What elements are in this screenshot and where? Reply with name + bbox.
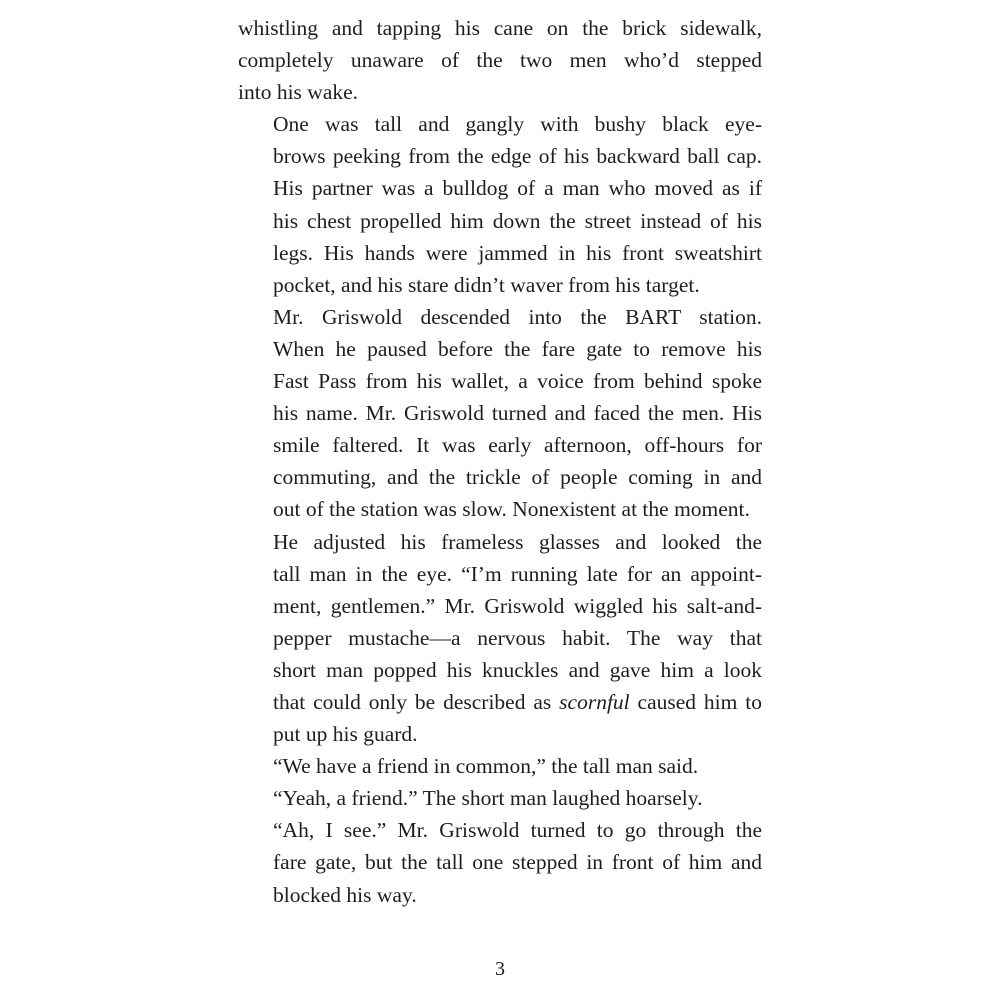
text-line-with-italic: [238, 686, 762, 718]
text-line: brows peeking from the edge of his backward ball cap.: [273, 144, 762, 169]
text-line: tall man in the eye. “I’m running late for an appoint-: [273, 561, 762, 586]
text-line: short man popped his knuckles and gave him a look: [273, 657, 762, 682]
page-number: 3: [495, 958, 505, 980]
italic-word: scornful: [559, 689, 630, 714]
paragraph: [238, 526, 762, 751]
text-line: fare gate, but the tall one stepped in front of him and: [273, 850, 762, 875]
paragraph: [238, 108, 762, 301]
text-line: his name. Mr. Griswold turned and faced the men. His: [273, 401, 762, 426]
text-line: ment, gentlemen.” Mr. Griswold wiggled his salt-and-: [273, 593, 762, 618]
body-text: [238, 12, 762, 911]
text-line: One was tall and gangly with bushy black eye-: [273, 112, 762, 137]
text-line: put up his guard.: [273, 722, 418, 747]
text-line: When he paused before the fare gate to remove his: [273, 336, 762, 361]
text-line: blocked his way.: [273, 882, 417, 907]
paragraph: [238, 814, 762, 910]
text-line: “Ah, I see.” Mr. Griswold turned to go through the: [273, 818, 762, 843]
paragraph: [238, 301, 762, 526]
text-line: pocket, and his stare didn’t waver from his target.: [273, 272, 700, 297]
text-line: legs. His hands were jammed in his front sweatshirt: [273, 240, 762, 265]
text-line: pepper mustache—a nervous habit. The way that: [273, 625, 762, 650]
text-line: His partner was a bulldog of a man who moved as if: [273, 176, 762, 201]
text-line: “Yeah, a friend.” The short man laughed hoarsely.: [273, 786, 703, 811]
text-line: his chest propelled him down the street instead of his: [273, 208, 762, 233]
text-line: out of the station was slow. Nonexistent at the moment.: [273, 497, 750, 522]
text-line: Fast Pass from his wallet, a voice from behind spoke: [273, 369, 762, 394]
text-line: commuting, and the trickle of people coming in and: [273, 465, 762, 490]
text-run: caused him to: [629, 689, 762, 714]
paragraph: [238, 12, 762, 108]
text-line: into his wake.: [238, 80, 359, 105]
text-line: whistling and tapping his cane on the brick sidewalk,: [238, 16, 762, 40]
text-line: Mr. Griswold descended into the BART station.: [273, 304, 762, 329]
text-line: “We have a friend in common,” the tall man said.: [273, 754, 699, 779]
text-run: that could only be described as: [273, 689, 560, 714]
paragraph: [238, 782, 762, 814]
text-line: completely unaware of the two men who’d stepped: [238, 48, 762, 73]
text-line: smile faltered. It was early afternoon, off-hours for: [273, 433, 762, 458]
paragraph: [238, 750, 762, 782]
text-line: He adjusted his frameless glasses and looked the: [273, 529, 762, 554]
